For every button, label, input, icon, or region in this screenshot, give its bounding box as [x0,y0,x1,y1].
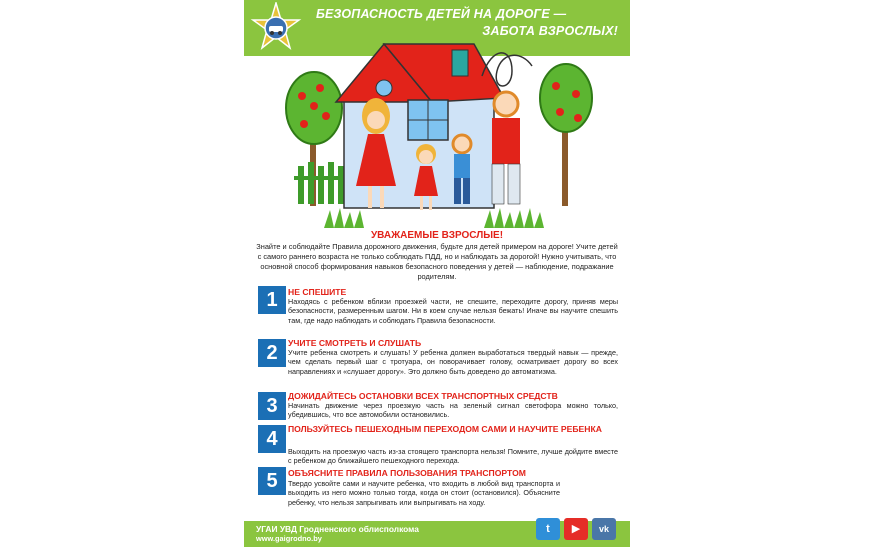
rule-number-5: 5 [258,467,286,495]
rule-text-2: Учите ребенка смотреть и слушать! У ребенка должен выработаться твердый навык — прежде, чем сделать первый шаг с тротуара, он поворачивает голову, осматривает дорогу во всех направлениях и «слушает дорогу». Это должно быть доведено до автоматизма. [288,348,618,376]
rule-text-4: Выходить на проезжую часть из-за стоящего транспорта нельзя! Помните, лучше дойдите вместе с ребенком до ближайшего пешеходного перехода. [288,447,618,466]
title-line-1: БЕЗОПАСНОСТЬ ДЕТЕЙ НА ДОРОГЕ — [316,7,567,21]
title-line-2: ЗАБОТА ВЗРОСЛЫХ! [482,24,618,38]
rule-number-1: 1 [258,286,286,314]
family-house-illustration [284,36,594,228]
rule-title-4: ПОЛЬЗУЙТЕСЬ ПЕШЕХОДНЫМ ПЕРЕХОДОМ САМИ И НАУЧИТЕ РЕБЕНКА [288,424,602,434]
right-tree-icon [540,64,592,206]
rule-text-5: Твердо усвойте сами и научите ребенка, что входить в любой вид транспорта и выходить из него можно только тогда, когда он стоит (остановился). Объясните ребенку, что нельзя запрыгивать или выпрыгивать на ходу. [288,479,560,507]
poster-title [314,6,624,40]
rule-number-2: 2 [258,339,286,367]
footer-website: www.gaigrodno.by [256,534,322,543]
rule-text-3: Начинать движение через проезжую часть на зеленый сигнал светофора можно только, убедившись, что все автомобили остановились. [288,401,618,420]
rule-number-3: 3 [258,392,286,420]
youtube-icon[interactable]: ▶ [564,518,588,540]
footer-organization: УГАИ УВД Гродненского облисполкома [256,524,419,534]
rule-title-2: УЧИТЕ СМОТРЕТЬ И СЛУШАТЬ [288,338,422,348]
rule-text-1: Находясь с ребенком вблизи проезжей части, не спешите, переходите дорогу, приняв меры безопасности, размеренным шагом. Ни в коем случае нельзя бежать! Иначе вы научите спешить там, где надо наблюдать и соблюдать Правила безопасности. [288,297,618,325]
section-heading: УВАЖАЕМЫЕ ВЗРОСЛЫЕ! [370,230,504,241]
poster [244,0,630,547]
fence-icon [294,162,350,204]
rule-number-4: 4 [258,425,286,453]
father-figure-icon [492,92,520,204]
intro-paragraph: Знайте и соблюдайте Правила дорожного движения, будьте для детей примером на дороге! Учите детей с самого раннего возраста не только соблюдать ПДД, но и наблюдать за дорогой! Нужно учитывать, что основной способ формирования навыков безопасного поведения у детей — наблюдение, подражание родителям. [256,242,618,281]
rule-title-1: НЕ СПЕШИТЕ [288,287,347,297]
grass-icon [324,208,544,228]
twitter-icon[interactable]: t [536,518,560,540]
rule-title-3: ДОЖИДАЙТЕСЬ ОСТАНОВКИ ВСЕХ ТРАНСПОРТНЫХ СРЕДСТВ [288,391,558,401]
rule-title-5: ОБЪЯСНИТЕ ПРАВИЛА ПОЛЬЗОВАНИЯ ТРАНСПОРТОМ [288,468,526,478]
vk-icon[interactable]: vk [592,518,616,540]
